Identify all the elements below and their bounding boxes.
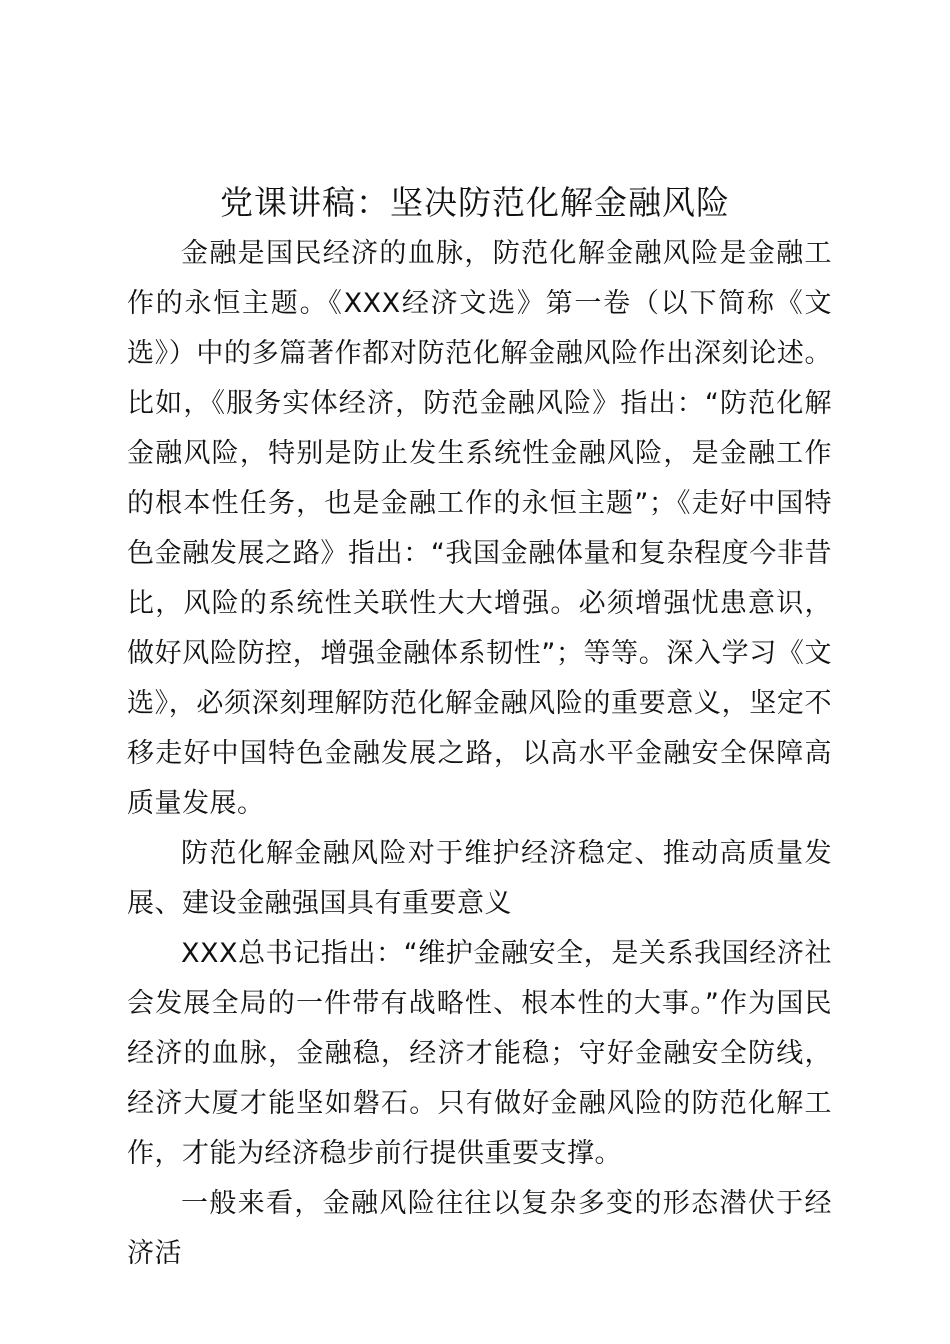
document-title: 党课讲稿：坚决防范化解金融风险 (220, 183, 730, 222)
paragraph-2: 防范化解金融风险对于维护经济稳定、推动高质量发展、建设金融强国具有重要意义 (127, 838, 832, 919)
paragraph-4: 一般来看，金融风险往往以复杂多变的形态潜伏于经济活 (127, 1188, 832, 1269)
paragraph-1: 金融是国民经济的血脉，防范化解金融风险是金融工作的永恒主题。《XXX经济文选》第一卷（以下简称《文选》）中的多篇著作都对防范化解金融风险作出深刻论述。比如，《服务实体经济，防范金融风险》指出：“防范化解金融风险，特别是防止发生系统性金融风险，是金融工作的根本性任务，也是金融工作的永恒主题”；《走好中国特色金融发展之路》指出：“我国金融体量和复杂程度今非昔比，风险的系统性关联性大大增强。必须增强忧患意识，做好风险防控，增强金融体系韧性”；等等。深入学习《文选》，必须深刻理解防范化解金融风险的重要意义，坚定不移走好中国特色金融发展之路，以高水平金融安全保障高质量发展。 (127, 238, 832, 819)
document-body (127, 229, 832, 1279)
paragraph-3: XXX总书记指出：“维护金融安全，是关系我国经济社会发展全局的一件带有战略性、根本性的大事。”作为国民经济的血脉，金融稳，经济才能稳；守好金融安全防线，经济大厦才能坚如磐石。只有做好金融风险的防范化解工作，才能为经济稳步前行提供重要支撑。 (127, 938, 832, 1169)
